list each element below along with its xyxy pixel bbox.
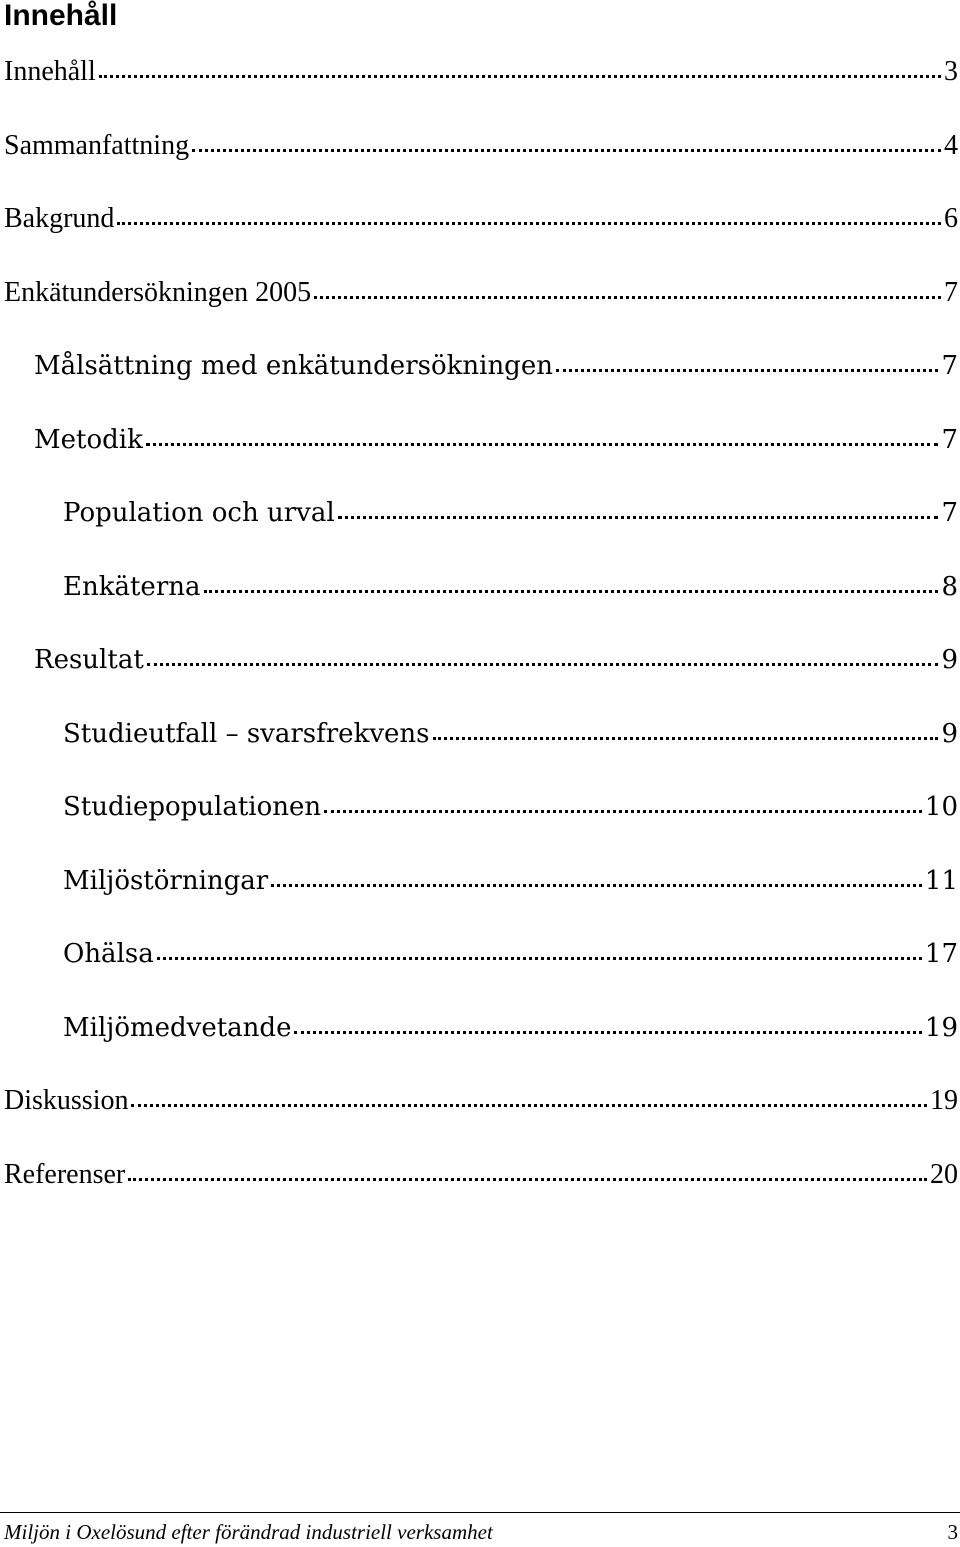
toc-entry-studiepopulationen[interactable]	[0, 787, 960, 861]
toc-dot-leader	[271, 880, 922, 887]
toc-dot-leader	[147, 659, 939, 666]
toc-entry-metodik[interactable]	[0, 420, 960, 494]
toc-entry-label: Population och urval	[63, 498, 335, 528]
toc-entry-page: 19	[930, 1085, 958, 1116]
toc-entry-sammanfattning[interactable]	[0, 126, 960, 200]
toc-dot-leader	[157, 953, 922, 960]
toc-dot-leader	[99, 71, 941, 78]
toc-entry-label: Miljömedvetande	[63, 1012, 292, 1043]
toc-entry-page: 11	[924, 865, 958, 896]
toc-entry-page: 19	[924, 1012, 958, 1043]
toc-entry-diskussion[interactable]	[0, 1081, 960, 1155]
toc-entry-malsattning[interactable]	[0, 346, 960, 420]
toc-entry-innehall[interactable]	[0, 52, 960, 126]
toc-entry-page: 8	[941, 571, 958, 602]
toc-entry-referenser[interactable]	[0, 1155, 960, 1229]
toc-entry-page: 7	[941, 498, 958, 528]
toc-dot-leader	[556, 365, 938, 372]
toc-dot-leader	[204, 586, 939, 593]
toc-dot-leader	[294, 1027, 921, 1034]
toc-dot-leader	[128, 1174, 927, 1181]
toc-entry-miljomedvetande[interactable]	[0, 1008, 960, 1082]
toc-entry-label: Resultat	[34, 645, 144, 675]
toc-entry-label: Målsättning med enkätundersökningen	[34, 351, 553, 381]
toc-entry-page: 20	[930, 1158, 958, 1190]
toc-dot-leader	[314, 292, 941, 299]
toc-dot-leader	[117, 218, 941, 225]
toc-entry-page: 7	[941, 424, 958, 455]
page-footer	[4, 1518, 958, 1546]
toc-dot-leader	[433, 733, 939, 740]
toc-entry-enkaterna[interactable]	[0, 567, 960, 641]
toc-entry-label: Sammanfattning	[4, 129, 190, 161]
toc-entry-studieutfall[interactable]	[0, 714, 960, 788]
toc-entry-page: 7	[941, 351, 958, 381]
toc-entry-miljostorningar[interactable]	[0, 861, 960, 935]
toc-entry-label: Miljöstörningar	[63, 865, 269, 896]
toc-entry-population-och-urval[interactable]	[0, 493, 960, 567]
toc-entry-resultat[interactable]	[0, 640, 960, 714]
toc-entry-label: Referenser	[4, 1158, 126, 1190]
toc-dot-leader	[192, 145, 941, 152]
toc-entry-label: Enkätundersökningen 2005	[4, 276, 312, 308]
toc-entry-page: 6	[944, 203, 958, 234]
toc-entry-ohalsa[interactable]	[0, 934, 960, 1008]
toc-entry-bakgrund[interactable]	[0, 199, 960, 273]
toc-entry-label: Diskussion	[4, 1085, 129, 1116]
toc-entry-label: Bakgrund	[4, 203, 115, 234]
toc-dot-leader	[146, 439, 939, 446]
toc-entry-page: 3	[944, 56, 958, 87]
table-of-contents	[0, 52, 960, 1228]
toc-entry-page: 9	[941, 718, 958, 749]
toc-entry-enkatundersokningen-2005[interactable]	[0, 273, 960, 347]
toc-dot-leader	[338, 512, 939, 519]
toc-heading: Innehåll	[4, 0, 118, 32]
toc-entry-label: Innehåll	[4, 56, 96, 87]
toc-entry-label: Studieutfall – svarsfrekvens	[63, 718, 430, 749]
footer-page-number: 3	[947, 1520, 958, 1544]
toc-entry-page: 9	[941, 645, 958, 675]
toc-entry-label: Metodik	[34, 424, 143, 455]
toc-dot-leader	[324, 806, 922, 813]
footer-document-title: Miljön i Oxelösund efter förändrad industriell verksamhet	[4, 1520, 493, 1544]
toc-entry-page: 7	[944, 276, 958, 308]
toc-entry-label: Enkäterna	[63, 571, 201, 602]
toc-entry-label: Ohälsa	[63, 939, 154, 969]
toc-entry-page: 10	[924, 792, 958, 822]
toc-entry-label: Studiepopulationen	[63, 792, 322, 822]
toc-entry-page: 17	[924, 939, 958, 969]
toc-dot-leader	[131, 1100, 927, 1107]
footer-divider	[0, 1512, 960, 1513]
toc-entry-page: 4	[944, 129, 958, 161]
